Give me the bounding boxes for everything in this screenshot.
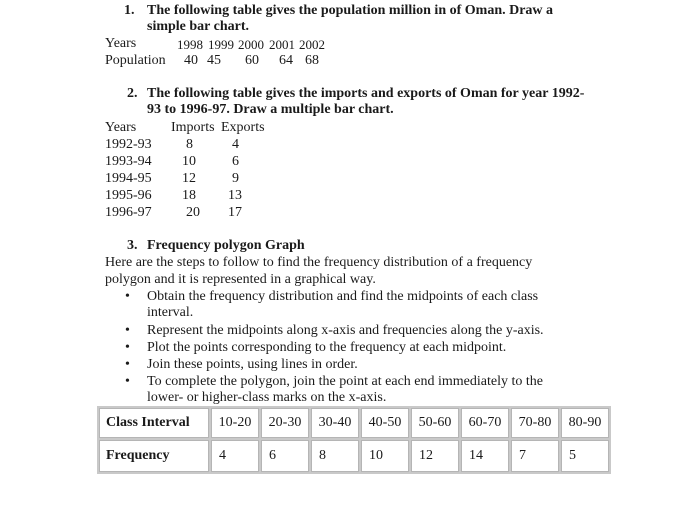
bullet-icon: • <box>125 374 130 389</box>
q2-text-line2: 93 to 1996-97. Draw a multiple bar chart. <box>147 102 394 117</box>
q1-years-label: Years <box>105 36 137 51</box>
q3-title: Frequency polygon Graph <box>147 238 305 253</box>
frequency-cell: 7 <box>511 440 559 472</box>
q1-text-line2: simple bar chart. <box>147 19 250 34</box>
q1-number: 1. <box>124 3 135 18</box>
q1-year: 1998 <box>177 37 203 52</box>
frequency-cell: 14 <box>461 440 509 472</box>
q1-year: 1999 <box>208 37 234 52</box>
q3-bullet-text: lower- or higher-class marks on the x-axis. <box>147 390 387 405</box>
q2-row-imports: 8 <box>186 137 193 152</box>
frequency-table <box>97 406 611 474</box>
q1-population-label: Population <box>105 53 166 68</box>
q1-population-value: 68 <box>305 53 319 68</box>
q3-bullet-text: Join these points, using lines in order. <box>147 357 358 372</box>
frequency-header: Frequency <box>99 440 209 472</box>
frequency-cell: 6 <box>261 440 309 472</box>
class-interval-cell: 30-40 <box>311 408 359 438</box>
q2-row-exports: 13 <box>228 188 242 203</box>
q3-bullet-text: Plot the points corresponding to the frequency at each midpoint. <box>147 340 507 355</box>
frequency-cell: 10 <box>361 440 409 472</box>
q2-row-imports: 12 <box>182 171 196 186</box>
q2-row-year: 1994-95 <box>105 171 152 186</box>
q1-population-value: 40 <box>184 53 198 68</box>
class-interval-cell: 50-60 <box>411 408 459 438</box>
q2-row-year: 1996-97 <box>105 205 152 220</box>
class-interval-cell: 80-90 <box>561 408 609 438</box>
frequency-row <box>99 440 609 472</box>
frequency-cell: 5 <box>561 440 609 472</box>
q2-text-line1: The following table gives the imports and exports of Oman for year 1992- <box>147 86 585 101</box>
q1-population-value: 64 <box>279 53 293 68</box>
q2-row-exports: 9 <box>232 171 239 186</box>
q1-population-value: 45 <box>207 53 221 68</box>
q2-row-exports: 4 <box>232 137 239 152</box>
frequency-cell: 12 <box>411 440 459 472</box>
q2-header-imports: Imports <box>171 120 215 135</box>
q3-bullet-text: interval. <box>147 305 194 320</box>
bullet-icon: • <box>125 357 130 372</box>
q2-header-exports: Exports <box>221 120 265 135</box>
class-interval-row <box>99 408 609 438</box>
q3-intro-line1: Here are the steps to follow to find the frequency distribution of a frequency <box>105 255 533 270</box>
class-interval-cell: 60-70 <box>461 408 509 438</box>
bullet-icon: • <box>125 323 130 338</box>
q2-row-imports: 20 <box>186 205 200 220</box>
q2-row-year: 1992-93 <box>105 137 152 152</box>
frequency-cell: 8 <box>311 440 359 472</box>
class-interval-cell: 40-50 <box>361 408 409 438</box>
q3-bullet-text: Obtain the frequency distribution and find the midpoints of each class <box>147 289 539 304</box>
class-interval-cell: 10-20 <box>211 408 259 438</box>
q1-text-line1: The following table gives the population million in of Oman. Draw a <box>147 3 554 18</box>
bullet-icon: • <box>125 340 130 355</box>
q3-bullet-text: Represent the midpoints along x-axis and frequencies along the y-axis. <box>147 323 544 338</box>
q2-row-year: 1995-96 <box>105 188 152 203</box>
q3-bullet-text: To complete the polygon, join the point at each end immediately to the <box>147 374 543 389</box>
class-interval-header: Class Interval <box>99 408 209 438</box>
frequency-cell: 4 <box>211 440 259 472</box>
class-interval-cell: 20-30 <box>261 408 309 438</box>
q2-row-exports: 17 <box>228 205 242 220</box>
q1-population-value: 60 <box>245 53 259 68</box>
q3-intro-line2: polygon and it is represented in a graphical way. <box>105 272 376 287</box>
bullet-icon: • <box>125 289 130 304</box>
q2-number: 2. <box>127 86 138 101</box>
q2-row-exports: 6 <box>232 154 239 169</box>
q2-row-imports: 10 <box>182 154 196 169</box>
q2-row-imports: 18 <box>182 188 196 203</box>
q2-header-years: Years <box>105 120 137 135</box>
class-interval-cell: 70-80 <box>511 408 559 438</box>
q1-year: 2000 <box>238 37 264 52</box>
q1-year: 2001 <box>269 37 295 52</box>
q2-row-year: 1993-94 <box>105 154 152 169</box>
q3-number: 3. <box>127 238 138 253</box>
q1-year: 2002 <box>299 37 325 52</box>
